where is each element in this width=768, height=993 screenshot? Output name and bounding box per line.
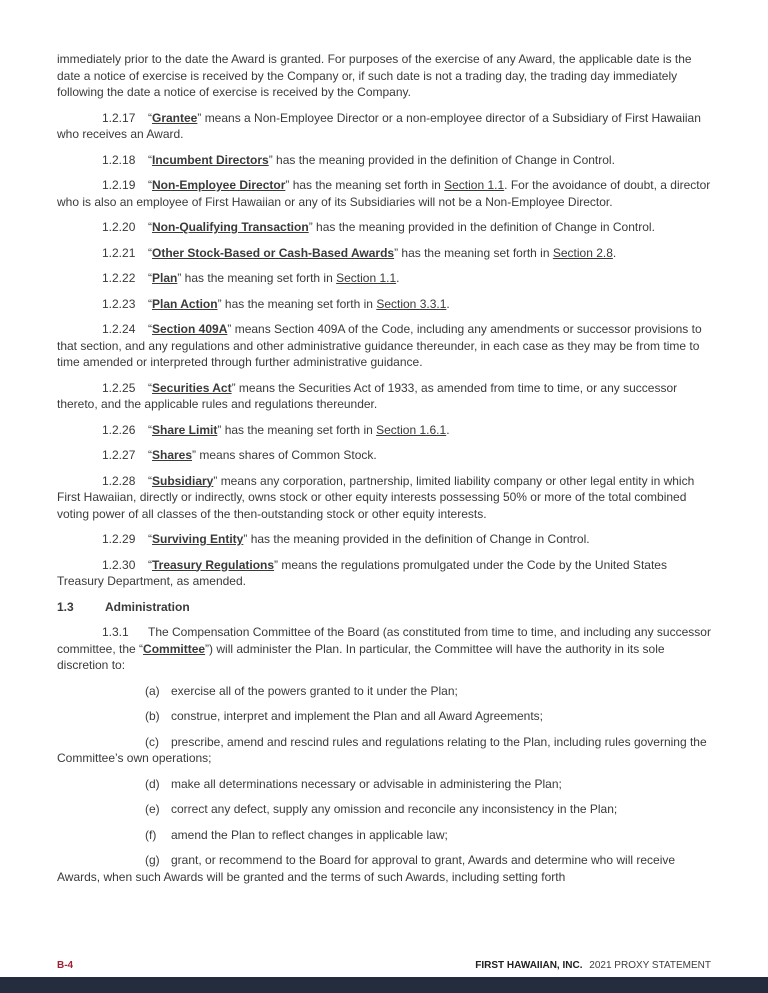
text-run: “ — [148, 296, 152, 311]
def-1-2-25-securities-act — [57, 380, 711, 413]
defined-term: Other Stock-Based or Cash-Based Awards — [152, 245, 395, 260]
text-run: ” means a Non-Employee Director or a non-employee director of a Subsidiary of First Hawaiian who receives an Award. — [57, 110, 701, 141]
text-run: “ — [148, 448, 152, 462]
def-1-2-17-grantee — [57, 110, 711, 143]
defined-term: Section 409A — [152, 322, 228, 336]
defined-term: Plan Action — [152, 296, 218, 311]
page-number: B-4 — [57, 960, 74, 971]
text-run: “ — [148, 245, 152, 260]
item-number: (c) — [145, 734, 159, 749]
def-1-2-30-treasury-regulations — [57, 557, 711, 590]
text-run: “ — [148, 152, 152, 167]
defined-term: Subsidiary — [152, 473, 214, 488]
footer-title — [475, 960, 711, 971]
text-run: ”) will administer the Plan. In particular, the Committee will have the authority in its sole discretion to: — [57, 641, 665, 672]
item-number: 1.2.18 — [102, 152, 136, 167]
def-1-2-18-incumbent-directors — [57, 152, 711, 169]
defined-term: Non-Employee Director — [152, 178, 286, 192]
def-1-2-26-share-limit — [57, 422, 711, 439]
text-run: ” means Section 409A of the Code, including any amendments or successor provisions to that section, and any regulations and other administrative guidance thereunder, in each case as they may be from time to time amended or interpreted through further administrative guidance. — [57, 322, 702, 369]
text-run: . For the avoidance of doubt, a director who is also an employee of First Hawaiian or any of its Subsidiaries will not be a Non-Employee Director. — [57, 178, 711, 209]
text-run: exercise all of the powers granted to it under the Plan; — [171, 683, 458, 698]
item-number: 1.3.1 — [102, 625, 129, 639]
text-run: ” has the meaning provided in the definition of Change in Control. — [243, 532, 590, 546]
text-run: ” means shares of Common Stock. — [192, 448, 377, 462]
defined-term: Grantee — [152, 110, 198, 125]
document-body — [57, 51, 711, 894]
text-run: amend the Plan to reflect changes in applicable law; — [171, 827, 448, 842]
defined-term: Incumbent Directors — [152, 152, 269, 167]
item-number: 1.2.25 — [102, 380, 136, 395]
text-run: “ — [148, 473, 152, 488]
def-1-2-24-section-409a — [57, 321, 711, 371]
text-run: ” has the meaning set forth in — [285, 178, 445, 192]
section-link[interactable]: Section 1.1 — [336, 271, 397, 285]
list-item-f — [57, 827, 711, 844]
text-run: The Compensation Committee of the Board (as constituted from time to time, and including any successor committee, the “ — [57, 625, 711, 656]
item-number: (f) — [145, 827, 157, 842]
item-number: 1.2.28 — [102, 473, 136, 488]
footer-company: FIRST HAWAIIAN, INC. — [475, 960, 583, 971]
item-number: 1.2.22 — [102, 271, 136, 285]
text-run: ” has the meaning set forth in — [217, 422, 377, 437]
defined-term: Share Limit — [152, 422, 218, 437]
defined-term: Committee — [143, 641, 206, 656]
item-number: 1.2.17 — [102, 110, 136, 125]
text-run: grant, or recommend to the Board for approval to grant, Awards and determine who will receive Awards, when such Awards will be granted and the terms of such Awards, including setting forth — [57, 853, 676, 884]
list-item-c — [57, 734, 711, 767]
item-number: 1.2.23 — [102, 296, 136, 311]
def-1-2-23-plan-action — [57, 296, 711, 313]
def-1-2-22-plan — [57, 270, 711, 287]
list-item-b — [57, 708, 711, 725]
list-item-g — [57, 852, 711, 885]
text-run: “ — [148, 422, 152, 437]
text-run: . — [612, 245, 617, 260]
text-run: “ — [148, 110, 152, 125]
text-run: ” has the meaning set forth in — [394, 245, 553, 260]
text-run: . — [446, 296, 450, 311]
list-item-d — [57, 776, 711, 793]
def-1-2-28-subsidiary — [57, 473, 711, 523]
text-run: immediately prior to the date the Award is granted. For purposes of the exercise of any Award, the applicable date is the date a notice of exercise is received by the Company or, if such date is not a trading day, the trading day immediately following the date a notice of exercise is received by the Company. — [57, 52, 692, 99]
defined-term: Plan — [152, 271, 178, 285]
text-run: make all determinations necessary or advisable in administering the Plan; — [171, 776, 562, 791]
item-number: 1.2.30 — [102, 557, 136, 572]
item-number: 1.2.27 — [102, 448, 136, 462]
item-number: 1.2.24 — [102, 322, 136, 336]
text-run: prescribe, amend and rescind rules and regulations relating to the Plan, including rules governing the Committee’s own operations; — [57, 734, 707, 765]
text-run: “ — [148, 322, 152, 336]
item-number: (b) — [145, 709, 160, 723]
def-1-2-29-surviving-entity — [57, 531, 711, 548]
def-1-2-27-shares — [57, 447, 711, 464]
intro-continuation — [57, 51, 711, 101]
text-run: . — [396, 271, 400, 285]
text-run: ” has the meaning provided in the definition of Change in Control. — [308, 220, 655, 234]
heading-1-3-administration — [57, 599, 711, 616]
defined-term: Treasury Regulations — [152, 557, 275, 572]
list-item-a — [57, 683, 711, 700]
text-run: ” means any corporation, partnership, limited liability company or other legal entity in which First Hawaiian, directly or indirectly, owns stock or other equity interests possessing 50% or more of the total combined voting power of all classes of the then-outstanding stock or other equity interests. — [57, 473, 695, 521]
text-run: ” has the meaning set forth in — [177, 271, 337, 285]
list-item-e — [57, 801, 711, 818]
item-number: 1.2.26 — [102, 422, 136, 437]
item-number: (a) — [145, 683, 160, 698]
text-run: ” means the regulations promulgated under the Code by the United States Treasury Department, as amended. — [57, 557, 667, 588]
defined-term: Non-Qualifying Transaction — [152, 220, 309, 234]
text-run: construe, interpret and implement the Plan and all Award Agreements; — [171, 709, 543, 723]
para-1-3-1-committee — [57, 624, 711, 674]
text-run: . — [446, 422, 450, 437]
footer-accent-bar — [0, 977, 768, 993]
item-number: (e) — [145, 802, 160, 816]
item-number: 1.2.21 — [102, 245, 136, 260]
section-link[interactable]: Section 1.6.1 — [376, 422, 447, 437]
text-run: “ — [148, 178, 152, 192]
text-run: Administration — [105, 599, 190, 614]
def-1-2-20-non-qualifying-transaction — [57, 219, 711, 236]
def-1-2-21-other-stock-based-awards — [57, 245, 711, 262]
defined-term: Securities Act — [152, 380, 232, 395]
footer-doc-title: 2021 PROXY STATEMENT — [589, 960, 711, 971]
def-1-2-19-non-employee-director — [57, 177, 711, 210]
page-footer — [57, 960, 711, 971]
defined-term: Surviving Entity — [152, 532, 244, 546]
defined-term: Shares — [152, 448, 193, 462]
section-link[interactable]: Section 3.3.1 — [376, 296, 447, 311]
text-run: ” has the meaning provided in the definition of Change in Control. — [268, 152, 615, 167]
text-run: “ — [148, 271, 152, 285]
text-run: “ — [148, 557, 152, 572]
item-number: 1.3 — [57, 599, 74, 614]
section-link[interactable]: Section 2.8 — [552, 245, 613, 260]
text-run: ” means the Securities Act of 1933, as amended from time to time, or any successor thereto, and the applicable rules and regulations thereunder. — [57, 380, 678, 411]
section-link[interactable]: Section 1.1 — [444, 178, 505, 192]
item-number: 1.2.20 — [102, 220, 136, 234]
text-run: correct any defect, supply any omission and reconcile any inconsistency in the Plan; — [171, 802, 618, 816]
text-run: “ — [148, 532, 152, 546]
text-run: “ — [148, 220, 152, 234]
text-run: “ — [148, 380, 152, 395]
item-number: 1.2.19 — [102, 178, 136, 192]
text-run: ” has the meaning set forth in — [217, 296, 377, 311]
item-number: 1.2.29 — [102, 532, 136, 546]
item-number: (g) — [145, 853, 160, 867]
item-number: (d) — [145, 776, 160, 791]
